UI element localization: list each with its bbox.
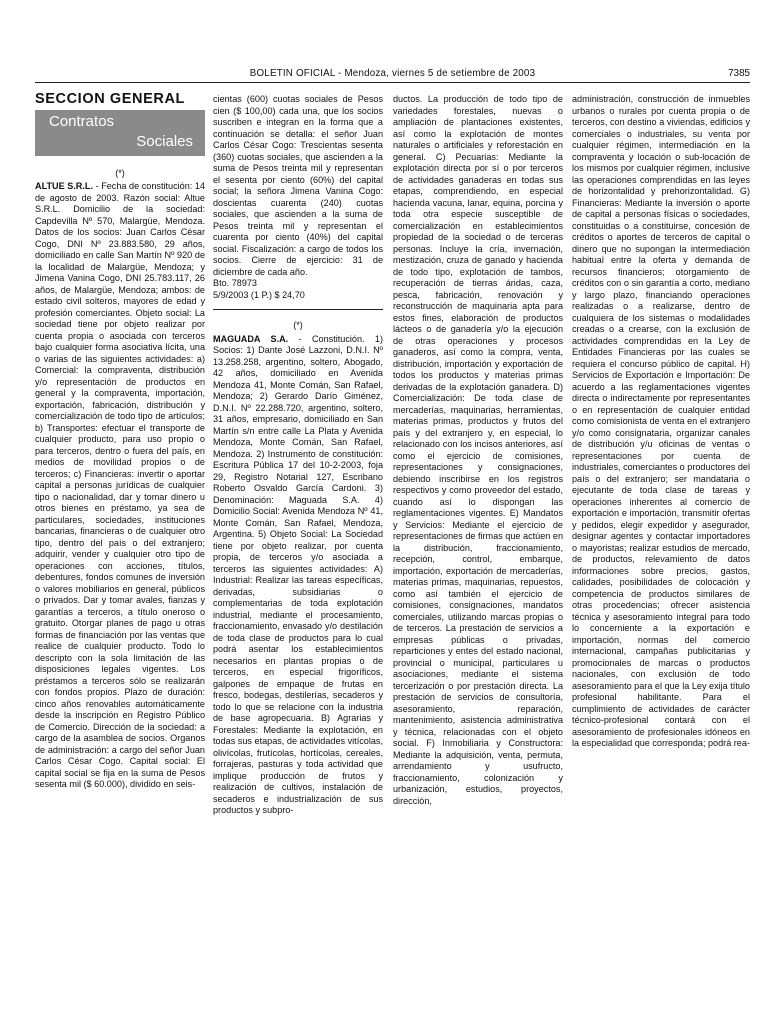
- notice-body: - Fecha de constitución: 14 de agosto de 2003. Razón social: Altue S.R.L. Domicilio de la sociedad: Capdevilla Nº 570, Malargüe, Mendoza. Datos de los socios: Juan Carlos César Cogo, DNI Nº 23.883.580, 29 años, domiciliado en calle San Martín Nº 920 de la localidad de Malargüe, Mendoza; y Jimena Vanina Cogo, DNI 25.783.117, 26 años, de Malargüe, Mendoza; ambos: de estado civil solteros, mayores de edad y profesión comerciantes. Objeto social: La sociedad tiene por objeto realizar por cuenta propia o asociada con terceros bajo cualquier forma asociativa lícita, una o varias de las siguientes actividades: a) Comercial: la compraventa, distribución y/o representación de productos en general y la compraventa, importación, exportación, fabricación, distribución y comercialización de todo tipo de artículos; b) Transportes: efectuar el transporte de cualquier producto, para uso propio o para terceros, dentro o fuera del país, en medios de movilidad propios o de terceros; c) Financieras: invertir o aportar capital a personas jurídicas de cualquier tipo o nacionalidad, dar y tomar dinero u otros bienes en préstamo, ya sea de particulares, sociedades, instituciones bancarias, financieras o de cualquier otro tipo, dentro del país o del extranjero; adquirir, vender y cualquier otro tipo de operaciones con acciones, títulos, debentures, fondos comunes de inversión o valores mobiliarios en general, públicos o privados. Dar y tomar avales, fianzas y garantías a terceros, a título oneroso o gratuito. Otorgar planes de pago u otras formas de financiación por las ventas que realice de cualquier producto. Todo lo descripto con la sola limitación de las disposiciones legales vigentes. Los préstamos a terceros sólo se realizarán con fondos propios. Plazo de duración: cinco años renovables automáticamente desde la inscripción en Registro Público de Comercio. Dirección de la sociedad: a cargo de la asamblea de socios. Organos de administración: a cargo del señor Juan Carlos César Cogo. Capital social: El capital social se fija en la suma de Pesos sesenta mil ($ 60.000), dividido en seis-: [35, 181, 206, 789]
- notice-body: - Constitución. 1) Socios: 1) Dante José Lazzoni, D.N.I. Nº 13.258.258, argentino, soltero, Abogado, 42 años, domiciliado en Avenida Mendoza 41, Monte Comán, San Rafael, Mendoza; 2) Gerardo Darío Giménez, D.N.I. Nº 22.288.720, argentino, soltero, 31 años, empresario, domiciliado en San Martín s/n entre calle La Plata y Avenida Mendoza, Monte Comán, San Rafael, Mendoza. 2) Instrumento de constitución: Escritura Pública 17 del 10-2-2003, foja 29, Registro Notarial 127, Escribano Roberto Osvaldo García Cardoni. 3) Denominación: Maguada S.A. 4) Domicilio Social: Avenida Mendoza Nº 41, Monte Comán, San Rafael, Mendoza, Argentina. 5) Objeto Social: La Sociedad tiene por objeto realizar, por cuenta propia, de terceros y/o asociada a terceros las siguientes actividades: A) Industrial: Realizar las tareas específicas, derivadas, subsidiarias o complementarias de toda explotación industrial, mediante el procesamiento, fraccionamiento, envasado y/o destilación de toda clase de productos para lo cual podrá asentar los establecimientos necesarios en plantas propias o de terceros, en especial frigoríficos, galpones de empaque de frutas en fresco, bodegas, destilerías, secaderos y todo lo que se relacione con la industria de base agropecuaria. B) Agrarias y Forestales: Mediante la explotación, en todas sus etapas, de actividades vitícolas, olivícolas, frutícolas, hortícolas, cereales, forrajeras, pasturas y toda actividad que implique producción de frutos y realización de cultivos, instalación de secaderos e industrialización de sus productos y subpro-: [213, 333, 383, 815]
- column-3: [393, 94, 563, 807]
- notice-altue: [35, 181, 205, 791]
- notice-continuation: cientas (600) cuotas sociales de Pesos cien ($ 100,00) cada una, que los socios suscriben e integran en la forma que a continuación se detalla: el señor Juan Carlos César Cogo: Trescientas sesenta (360) cuotas sociales, que ascienden a la suma de Pesos treinta mil y representan el sesenta por ciento (60%) del capital social; la señora Jimena Vanina Cogo: doscientas cuarenta (240) cuotas sociales, que ascienden a la suma de Pesos treinta mil y representan el cuarenta por ciento (40%) del capital social. Fiscalización: a cargo de todos los socios. Cierre de ejercicio: 31 de diciembre de cada año.: [213, 94, 383, 277]
- column-1: [35, 91, 206, 791]
- entity-name: ALTUE S.R.L.: [35, 181, 93, 191]
- band-line-2: Sociales: [136, 132, 193, 150]
- bto-number: Bto. 78973: [213, 278, 257, 288]
- notice-continuation: ductos. La producción de todo tipo de variedades forestales, nuevas o ampliación de plantaciones existentes, así como la explotación de montes naturales o artificiales y reforestación en general. C) Pecuarias: Mediante la explotación directa por sí o por terceros de actividades ganaderas en todas sus etapas, comprendiendo, en especial hacienda vacuna, lanar, equina, porcina y toda otra especie susceptible de comercialización en establecimientos propiedad de la sociedad o de terceras personas. Incluye la cría, invernación, mestización, cruza de ganado y hacienda de todo tipo, explotación de tambos, recuperación de tierras áridas, caza, pesca, fabricación, renovación y reconstrucción de maquinaria apta para estos fines, elaboración de productos lácteos o de ganadería y/o la ejecución de otras operaciones y procesos ganaderos, así como la compra, venta, distribución, importación y exportación de todos los productos y materias primas derivadas de la explotación ganadera. D) Comercialización: De toda clase de mercaderías, maquinarias, herramientas, materias primas, productos y frutos del país y del extranjero y, en especial, lo relacionado con los incisos anteriores, así como el ejercicio de comisiones, representaciones y consignaciones, debiendo inscribirse en los registros respectivos y como proveedor del estado, cuando así lo dispongan las reglamentaciones vigentes. E) Mandatos y Servicios: Mediante el ejercicio de representaciones de firmas que actúen en la distribución, fraccionamiento, recepción, control, embarque, importación, exportación de mercaderías, materias primas, maquinarias, repuestos, como así también el ejercicio de comisiones, consignaciones, mandatos comerciales, utilizando marcas propias o de terceros. La prestación de servicios a empresas públicas o privadas, reparticiones y entes del estado nacional, provincial o municipal, particulares u asociaciones, mediante el sistema tercerización o por prestación directa. La prestación de servicios de consultoría, asesoramiento, reparación, mantenimiento, asistencia administrativa y técnica, relacionadas con el objeto social. F) Inmobiliaria y Constructora: Mediante la adquisición, venta, permuta, arrendamiento y usufructo, fraccionamiento, colonización y urbanización, estudios, proyectos, dirección,: [393, 94, 563, 806]
- header-rule: [35, 82, 750, 83]
- column-2: [213, 94, 383, 817]
- section-title: SECCION GENERAL: [35, 91, 185, 107]
- section-band: [35, 110, 205, 156]
- column-4: [572, 94, 750, 750]
- publication-date: 5/9/2003 (1 P.) $ 24,70: [213, 289, 305, 300]
- page-number: 7385: [728, 68, 750, 79]
- entity-name: MAGUADA S.A.: [213, 333, 289, 344]
- band-line-1: Contratos: [49, 112, 115, 130]
- notice-continuation: administración, construcción de inmuebles urbanos o rurales por cuenta propia o de terceros, con destino a viviendas, edificios y comerciales o industriales, su venta por cualquier régimen, intermediación en la compraventa y locación o sub-locación de los mismos por cualquier régimen, inclusive las operaciones comprendidas en las leyes de horizontalidad y prehorizontalidad. G) Financieras: Mediante la inversión o aporte de capital a personas físicas o sociedades, constituidas o a constituirse, concesión de créditos o aportes de terceros de capital o dinero que no supongan la intermediación habitual entre la oferta y demanda de recursos financieros; otorgamiento de créditos con o sin garantía a corto, mediano y largo plazo, financiando operaciones realizadas o a realizarse, dentro de cualquiera de los sistemas o modalidades creadas o a crearse, con la exclusión de actividades comprendidas en la Ley de Entidades Financieras por las cuales se requiera el concurso público de capital. H) Servicios de Exportación e Importación: De acuerdo a las reglamentaciones vigentes directa o indirectamente por representantes o en representación de cualquier entidad como comisionista de venta en el extranjero y/o como consignataria, organizar canales de distribución y/u oficinas de ventas o representaciones por cuenta de industriales, comerciantes o productores del país o del extranjero; ser mandataria o ejecutante de toda clase de tareas y operaciones inherentes al comercio de exportación e importación, transmitir ofertas y pedidos, elegir expedidor y asegurador, designar agentes y contactar importadores o mayoristas; realizar estudios de mercado, de productos, relevamiento de datos informaciones sobre precios, gastos, calidades, posibilidades de colocación y competencia de productos similares de otras procedencias; ofrecer asistencia técnica y asesoramiento integral para todo lo concerniente a la exportación e importación, normas del comercio internacional, campañas publicitarias y promocionales de marcas o productos nacionales, con exclusión de todo asesoramiento para el que la Ley exija título profesional habilitante. Para el cumplimiento de actividades de carácter técnico-profesional contará con el asesoramiento de profesionales idóneos en la especialidad que corresponda; podrá rea-: [572, 94, 750, 748]
- page-header: [35, 68, 750, 82]
- notice-marker: (*): [293, 320, 303, 330]
- notice-divider: [213, 309, 383, 310]
- notice-marker: (*): [115, 167, 125, 178]
- notice-maguada: [213, 334, 383, 817]
- header-title: BOLETIN OFICIAL - Mendoza, viernes 5 de setiembre de 2003: [249, 68, 536, 79]
